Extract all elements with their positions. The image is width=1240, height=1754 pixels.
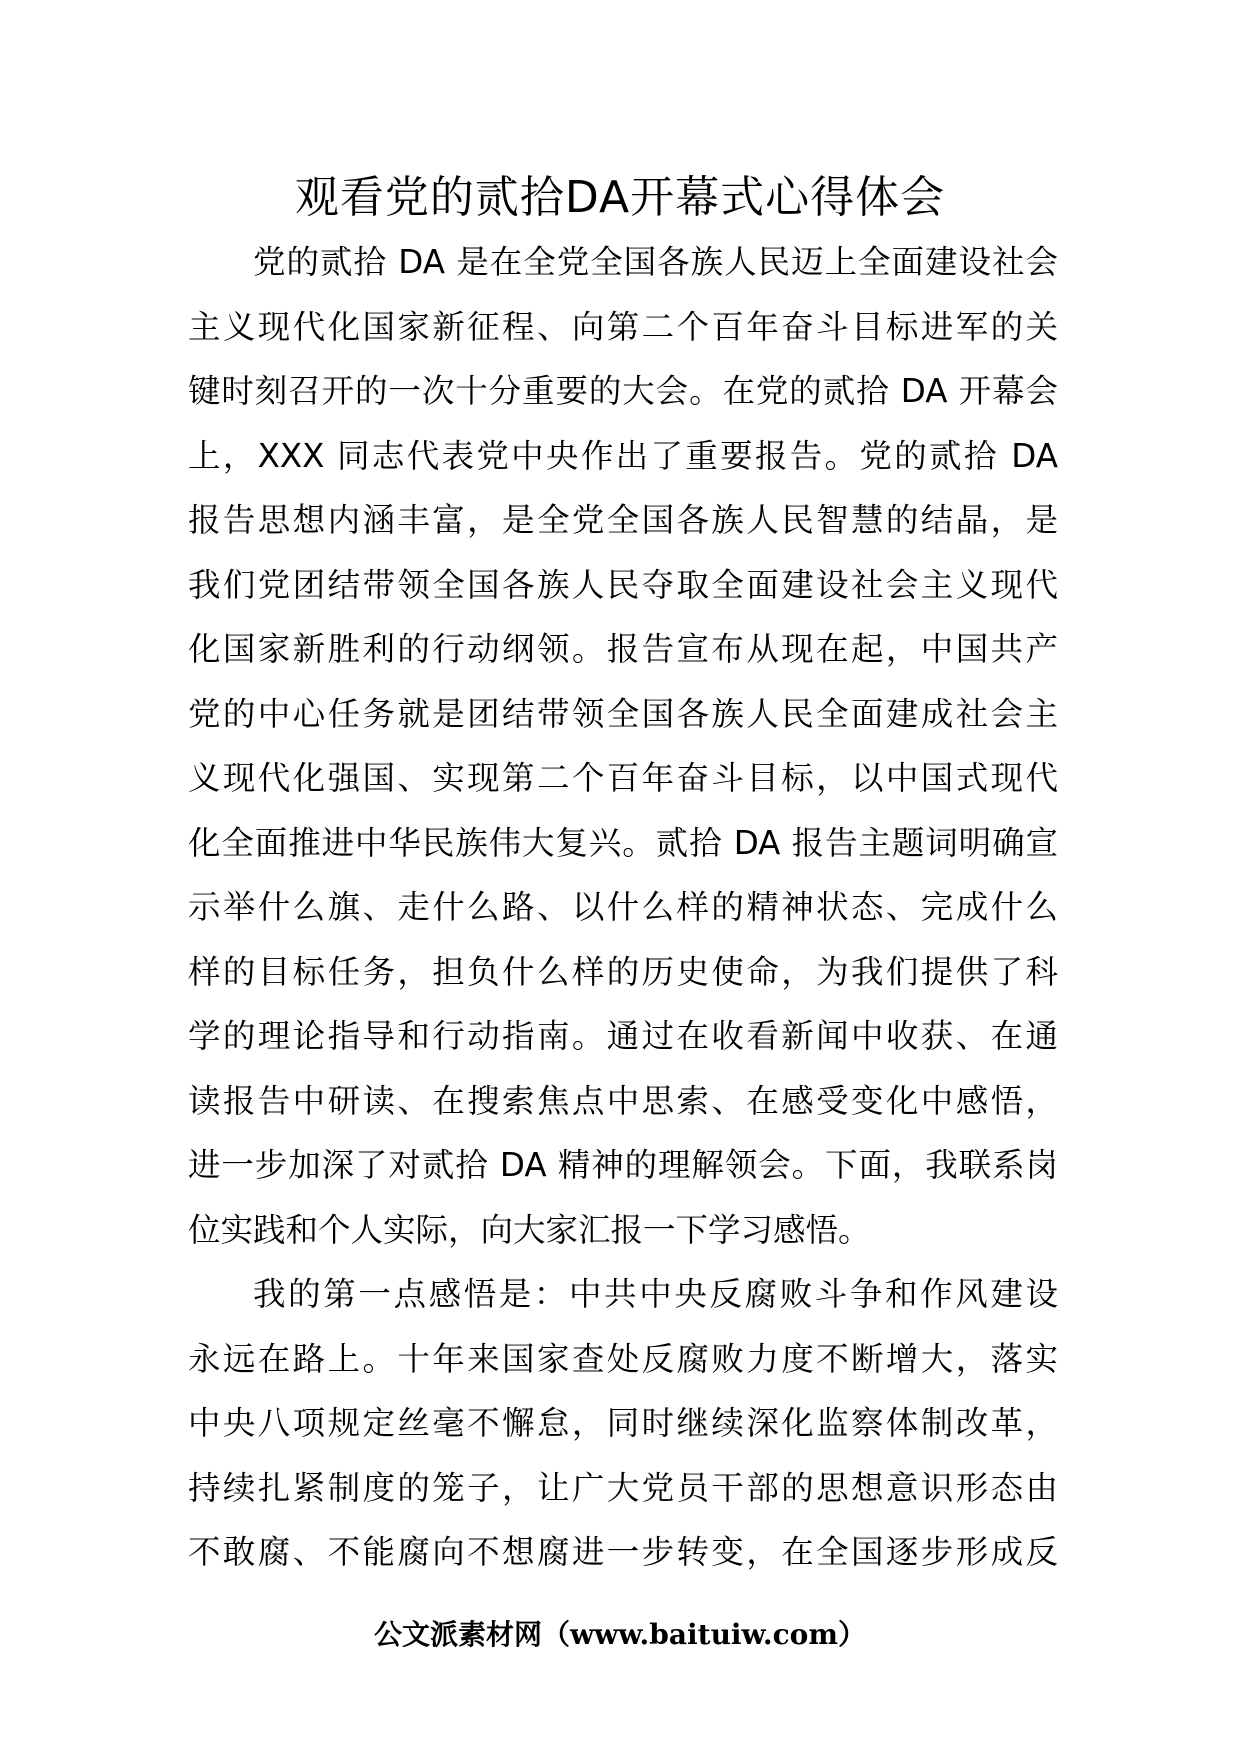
text-line: 我的第一点感悟是：中共中央反腐败斗争和作风建设	[253, 1275, 1058, 1313]
document-body	[188, 230, 1058, 1585]
text-line: 报告思想内涵丰富，是全党全国各族人民智慧的结晶，是	[188, 501, 1058, 539]
text-line: 键时刻召开的一次十分重要的大会。在党的贰拾 DA 开幕会	[188, 372, 1058, 410]
text-line: 党的贰拾 DA 是在全党全国各族人民迈上全面建设社会	[253, 243, 1058, 281]
text-line: 化全面推进中华民族伟大复兴。贰拾 DA 报告主题词明确宣	[188, 823, 1058, 862]
text-line: 读报告中研读、在搜索焦点中思索、在感受变化中感悟，	[188, 1081, 1058, 1120]
text-line: 位实践和个人实际，向大家汇报一下学习感悟。	[188, 1210, 871, 1249]
text-line: 主义现代化国家新征程、向第二个百年奋斗目标进军的关	[188, 307, 1058, 346]
paragraph-intro	[188, 230, 1058, 1262]
text-line: 义现代化强国、实现第二个百年奋斗目标，以中国式现代	[188, 759, 1058, 797]
text-line: 持续扎紧制度的笼子，让广大党员干部的思想意识形态由	[188, 1468, 1058, 1507]
document-title: 观看党的贰拾DA开幕式心得体会	[294, 172, 946, 223]
text-line: 上，XXX 同志代表党中央作出了重要报告。党的贰拾 DA	[188, 436, 1058, 475]
text-line: 进一步加深了对贰拾 DA 精神的理解领会。下面，我联系岗	[188, 1146, 1058, 1184]
text-line: 示举什么旗、走什么路、以什么样的精神状态、完成什么	[188, 888, 1058, 926]
text-line: 党的中心任务就是团结带领全国各族人民全面建成社会主	[188, 694, 1058, 733]
text-line: 样的目标任务，担负什么样的历史使命，为我们提供了科	[188, 952, 1058, 991]
text-line: 永远在路上。十年来国家查处反腐败力度不断增大，落实	[188, 1339, 1058, 1378]
text-line: 中央八项规定丝毫不懈怠，同时继续深化监察体制改革，	[188, 1404, 1058, 1442]
text-line: 学的理论指导和行动指南。通过在收看新闻中收获、在通	[188, 1017, 1058, 1055]
text-line: 我们党团结带领全国各族人民夺取全面建设社会主义现代	[188, 565, 1058, 604]
footer-source-text: 公文派素材网（www.baituiw.com）	[374, 1618, 866, 1651]
paragraph-first-insight	[188, 1262, 1058, 1585]
text-line: 化国家新胜利的行动纲领。报告宣布从现在起，中国共产	[188, 630, 1058, 668]
text-line: 不敢腐、不能腐向不想腐进一步转变，在全国逐步形成反	[188, 1533, 1058, 1571]
